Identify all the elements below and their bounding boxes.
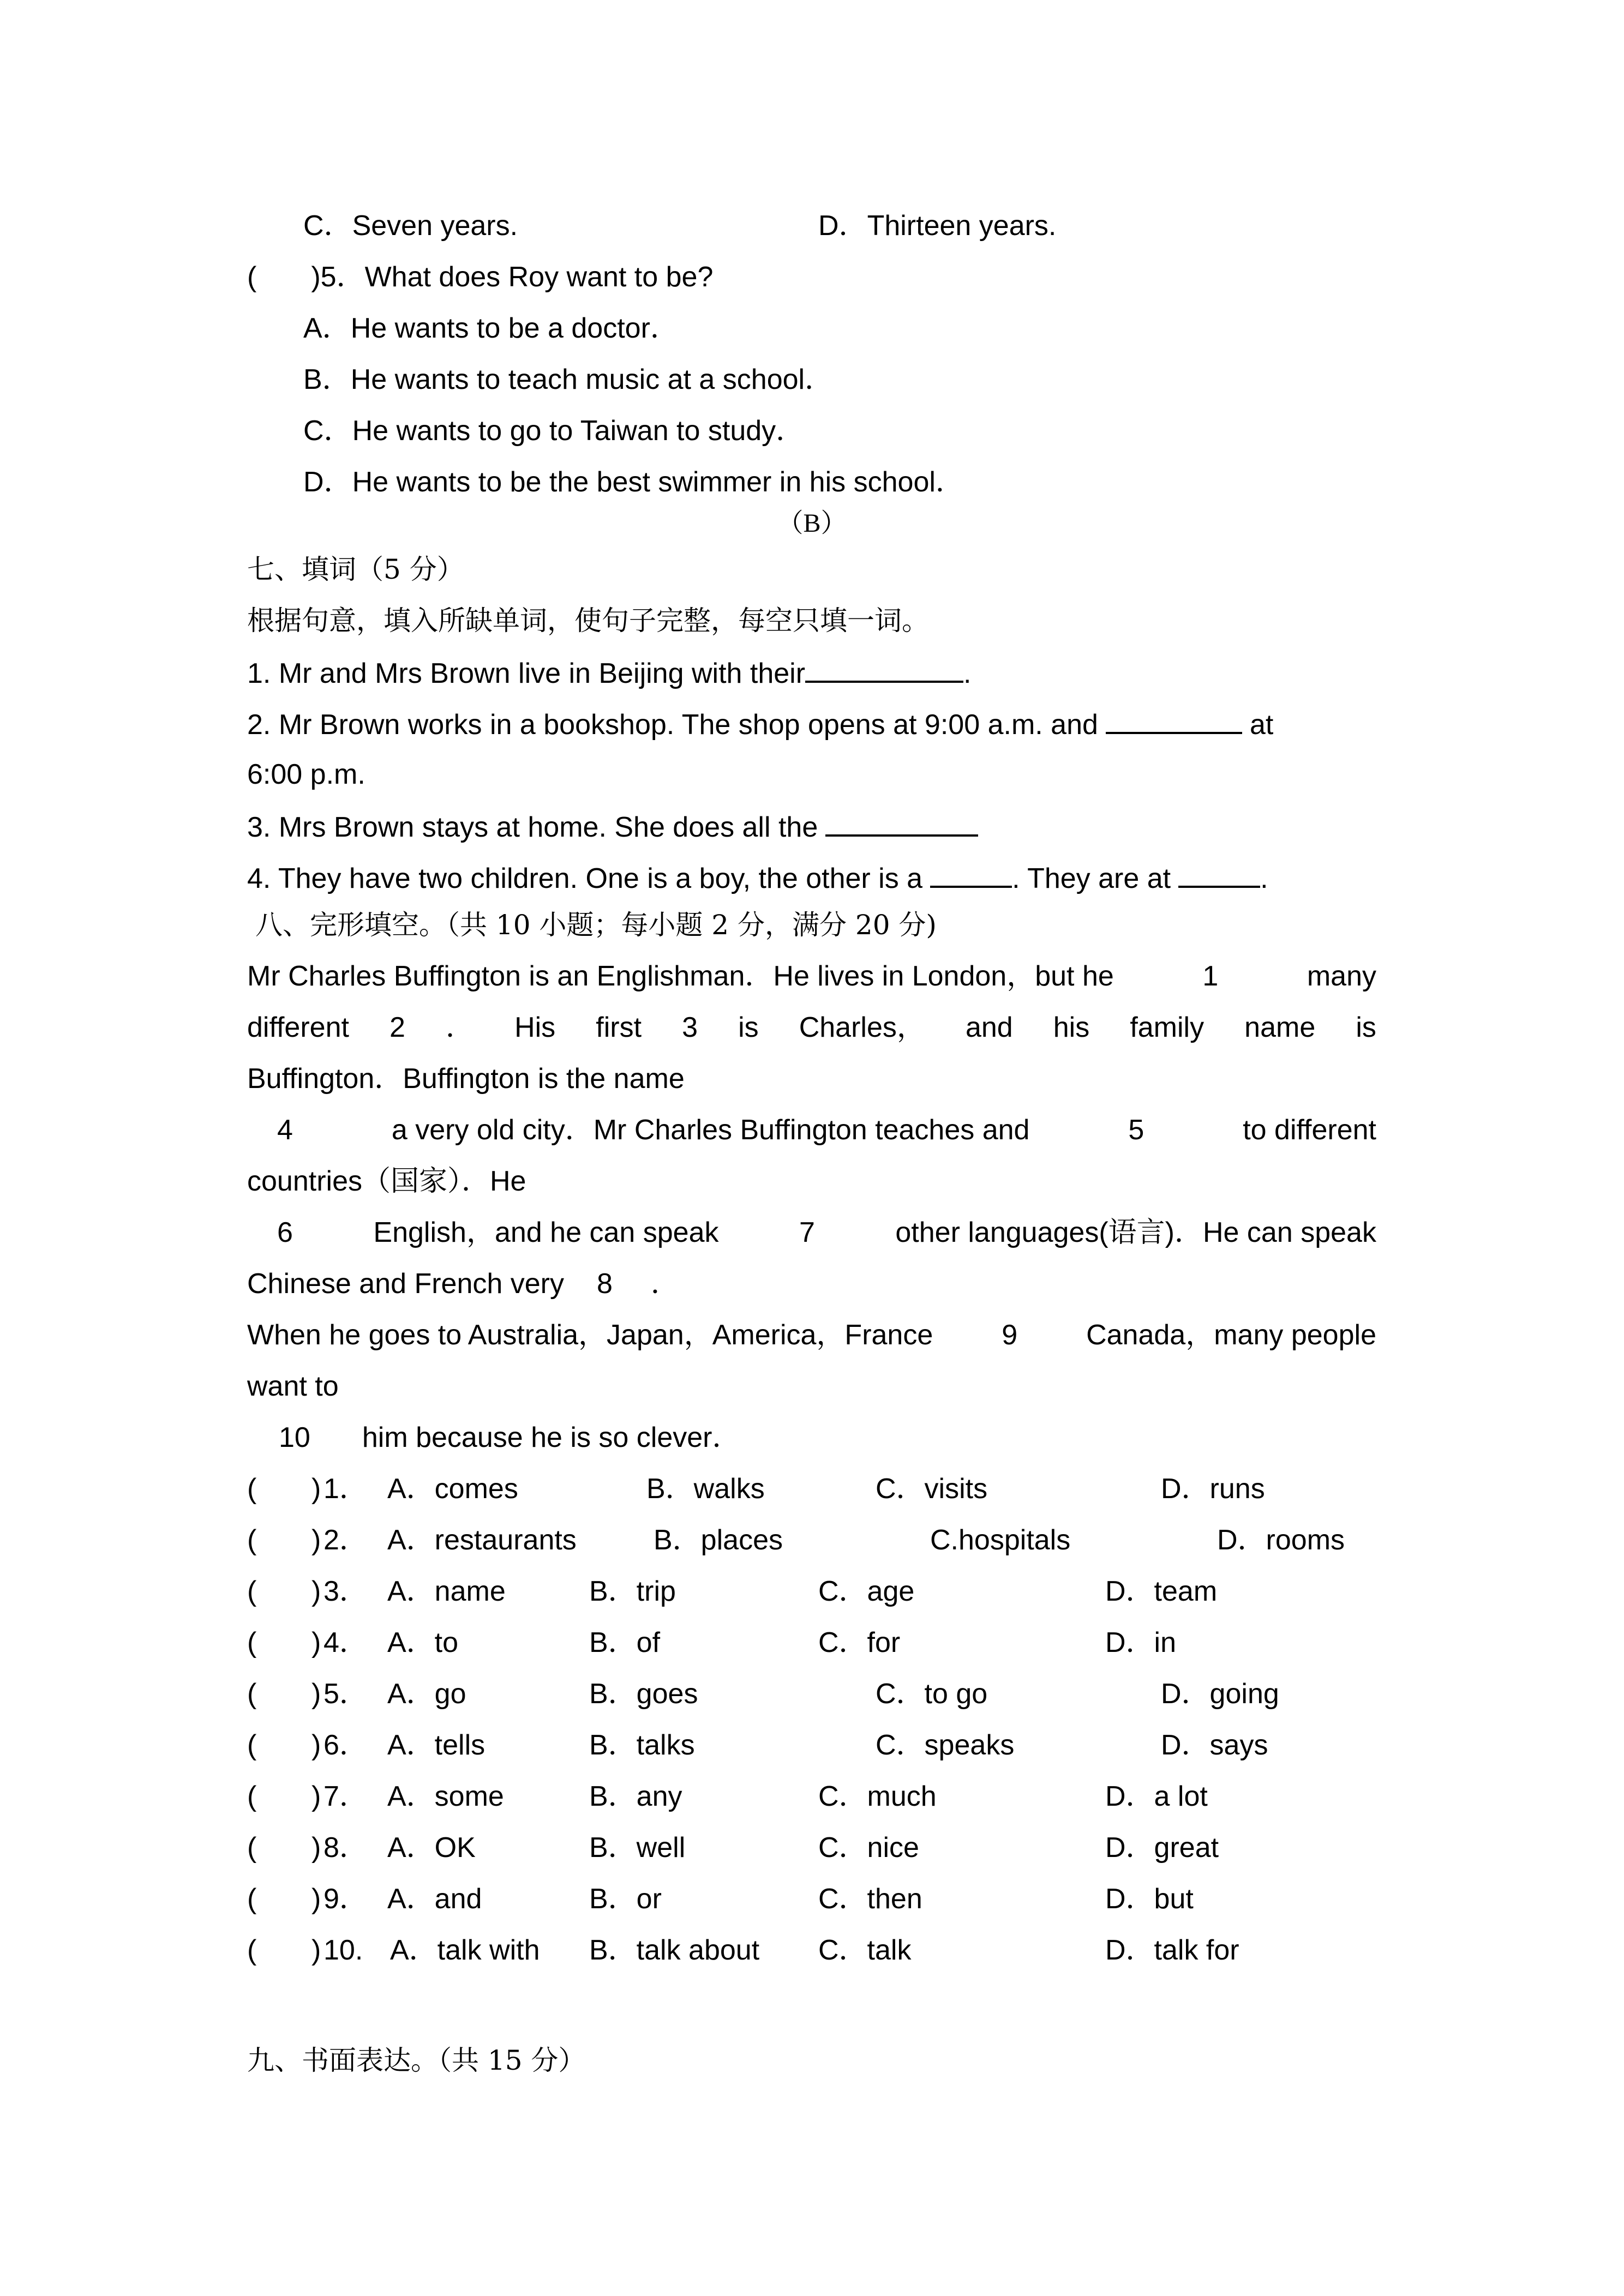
option-letter: D． bbox=[303, 466, 352, 498]
passage-text: When he goes to Australia，Japan，America，France bbox=[247, 1319, 933, 1351]
option-a[interactable]: A．tells bbox=[387, 1729, 486, 1761]
question-number: 7． bbox=[323, 1781, 368, 1812]
option-d[interactable]: D．rooms bbox=[1217, 1524, 1345, 1556]
question-number: 3． bbox=[323, 1576, 368, 1607]
passage-line-7 bbox=[247, 1266, 679, 1301]
option-d[interactable]: D．in bbox=[1105, 1627, 1177, 1658]
option-text: He wants to go to Taiwan to study． bbox=[352, 415, 805, 447]
option-text: He wants to be a doctor． bbox=[350, 312, 679, 344]
passage-line-3: Buffington．Buffington is the name bbox=[247, 1063, 685, 1095]
cloze-question-row bbox=[247, 1933, 1393, 1968]
passage-text: His bbox=[514, 1012, 556, 1043]
cloze-question-row bbox=[247, 1882, 1393, 1916]
answer-blank[interactable]: ( bbox=[247, 1729, 257, 1761]
item-text-end: at bbox=[1249, 709, 1274, 741]
passage-line-1 bbox=[247, 959, 1376, 994]
option-d[interactable]: D．but bbox=[1105, 1883, 1194, 1915]
passage-text: other languages(语言)．He can speak bbox=[895, 1217, 1376, 1248]
answer-blank[interactable]: ( bbox=[247, 1576, 257, 1607]
passage-blank-number: 4 bbox=[277, 1114, 293, 1146]
option-d[interactable]: D．team bbox=[1105, 1576, 1218, 1607]
passage-text: English，and he can speak bbox=[373, 1217, 719, 1248]
fill-item-2-continued: 6:00 p.m. bbox=[247, 759, 365, 790]
option-d-prev bbox=[818, 208, 1056, 243]
q5-option-c bbox=[303, 413, 804, 448]
answer-blank[interactable]: ( bbox=[247, 1524, 257, 1556]
option-letter: A． bbox=[303, 312, 351, 344]
cloze-question-row bbox=[247, 1779, 1393, 1814]
answer-blank[interactable]: ( bbox=[247, 1883, 257, 1915]
item-text: 3. Mrs Brown stays at home. She does all the bbox=[247, 812, 818, 843]
answer-blank[interactable]: ( bbox=[247, 1627, 257, 1658]
passage-text: ． bbox=[650, 1268, 679, 1300]
fill-blank[interactable] bbox=[930, 860, 1012, 888]
cloze-question-row bbox=[247, 1728, 1393, 1763]
passage-blank-number: 6 bbox=[277, 1217, 293, 1248]
q5-option-d bbox=[303, 465, 964, 500]
option-letter: C． bbox=[303, 210, 352, 242]
answer-blank[interactable]: ( bbox=[247, 1934, 257, 1966]
question-number: 6． bbox=[323, 1729, 368, 1761]
option-letter: C． bbox=[303, 415, 352, 447]
passage-text: Canada，many people bbox=[1086, 1319, 1376, 1351]
q5-option-a bbox=[303, 311, 679, 346]
fill-blank[interactable] bbox=[1106, 706, 1242, 734]
option-d[interactable]: D．going bbox=[1161, 1678, 1279, 1710]
question-number: 5． bbox=[320, 261, 365, 293]
answer-mark: （B） bbox=[777, 509, 847, 538]
passage-text: different bbox=[247, 1012, 349, 1043]
option-a[interactable]: A．some bbox=[387, 1781, 504, 1812]
question-number: 8． bbox=[323, 1832, 368, 1864]
question-number: 2． bbox=[323, 1524, 368, 1556]
section-7-title: 七、填词（5 分） bbox=[247, 554, 464, 585]
answer-blank-close: ) bbox=[311, 1832, 321, 1864]
item-text-mid: . They are at bbox=[1012, 863, 1171, 894]
question-5 bbox=[247, 260, 713, 294]
answer-blank-open[interactable]: ( bbox=[247, 261, 257, 293]
option-letter: B． bbox=[303, 364, 351, 395]
passage-blank-number: 10 bbox=[279, 1422, 310, 1453]
question-number: 10. bbox=[323, 1934, 363, 1966]
item-text-end: . bbox=[963, 658, 972, 689]
passage-text: is bbox=[1356, 1012, 1376, 1043]
answer-blank-close: ) bbox=[311, 1729, 321, 1761]
item-text-end: . bbox=[1260, 863, 1268, 894]
option-letter: D． bbox=[818, 210, 867, 242]
answer-blank-close: ) bbox=[311, 1473, 321, 1505]
answer-blank-close: ) bbox=[311, 1678, 321, 1710]
passage-text: Mr Charles Buffington is an Englishman．He lives in London，but he bbox=[247, 960, 1114, 992]
answer-blank[interactable]: ( bbox=[247, 1832, 257, 1864]
passage-blank-number: 7 bbox=[799, 1217, 815, 1248]
option-b[interactable]: B．goes bbox=[589, 1678, 698, 1710]
option-b[interactable]: B．of bbox=[589, 1627, 661, 1658]
fill-item-3 bbox=[247, 808, 978, 843]
option-text: He wants to teach music at a school． bbox=[350, 364, 834, 395]
answer-blank-close: ) bbox=[311, 1627, 321, 1658]
option-a[interactable]: A．go bbox=[387, 1678, 466, 1710]
option-text: He wants to be the best swimmer in his school． bbox=[352, 466, 964, 498]
option-c[interactable]: C.hospitals bbox=[930, 1524, 1071, 1556]
option-c[interactable]: C．much bbox=[818, 1781, 937, 1812]
option-b[interactable]: B．talk about bbox=[589, 1934, 760, 1966]
question-number: 5． bbox=[323, 1678, 368, 1710]
option-b[interactable]: B．walks bbox=[646, 1473, 765, 1505]
question-number: 4． bbox=[323, 1627, 368, 1658]
option-b[interactable]: B．places bbox=[654, 1524, 783, 1556]
option-c[interactable]: C．visits bbox=[876, 1473, 988, 1505]
option-b[interactable]: B．well bbox=[589, 1832, 686, 1864]
option-a[interactable]: A．and bbox=[387, 1883, 482, 1915]
fill-blank[interactable] bbox=[805, 654, 963, 683]
passage-blank-number: 2 bbox=[389, 1012, 405, 1043]
option-text: Seven years. bbox=[352, 210, 518, 242]
passage-line-9: want to bbox=[247, 1371, 339, 1402]
question-number: 1． bbox=[323, 1473, 368, 1505]
option-c[interactable]: C．for bbox=[818, 1627, 901, 1658]
cloze-question-row bbox=[247, 1471, 1393, 1506]
option-c[interactable]: C．speaks bbox=[876, 1729, 1015, 1761]
passage-blank-number: 8 bbox=[596, 1268, 613, 1300]
fill-item-2 bbox=[247, 706, 1273, 741]
item-text: 1. Mr and Mrs Brown live in Beijing with their bbox=[247, 658, 806, 689]
option-d[interactable]: D．talk for bbox=[1105, 1934, 1239, 1966]
question-text: What does Roy want to be? bbox=[364, 261, 714, 293]
item-text: 4. They have two children. One is a boy, the other is a bbox=[247, 863, 923, 894]
option-c[interactable]: C．to go bbox=[876, 1678, 988, 1710]
question-number: 9． bbox=[323, 1883, 368, 1915]
section-8-title: 八、完形填空。（共 10 小题；每小题 2 分，满分 20 分) bbox=[255, 909, 937, 941]
option-b[interactable]: B．any bbox=[589, 1781, 682, 1812]
fill-item-1 bbox=[247, 654, 972, 689]
answer-blank-close: ) bbox=[311, 1934, 321, 1966]
answer-blank-close: ) bbox=[311, 1781, 321, 1812]
passage-blank-number: 3 bbox=[682, 1012, 698, 1043]
option-c-prev bbox=[303, 208, 518, 243]
option-c[interactable]: C．nice bbox=[818, 1832, 919, 1864]
passage-text: Chinese and French very bbox=[247, 1268, 564, 1300]
option-a[interactable]: A．comes bbox=[387, 1473, 518, 1505]
option-d[interactable]: D．great bbox=[1105, 1832, 1219, 1864]
cloze-question-row bbox=[247, 1625, 1393, 1660]
option-d[interactable]: D．a lot bbox=[1105, 1781, 1208, 1812]
answer-blank[interactable]: ( bbox=[247, 1781, 257, 1812]
passage-text: many bbox=[1307, 960, 1376, 992]
fill-blank[interactable] bbox=[1178, 860, 1260, 888]
section-7-instruction: 根据句意，填入所缺单词，使句子完整，每空只填一词。 bbox=[247, 605, 929, 636]
passage-text: family bbox=[1130, 1012, 1204, 1043]
passage-text: name bbox=[1244, 1012, 1316, 1043]
option-a[interactable]: A．name bbox=[387, 1576, 506, 1607]
answer-blank-close: ) bbox=[311, 1883, 321, 1915]
passage-text: and bbox=[965, 1012, 1013, 1043]
option-c[interactable]: C．talk bbox=[818, 1934, 912, 1966]
passage-line-8 bbox=[247, 1318, 1376, 1353]
option-d[interactable]: D．runs bbox=[1161, 1473, 1265, 1505]
answer-blank-close: ) bbox=[311, 1576, 321, 1607]
passage-text: is bbox=[738, 1012, 759, 1043]
option-b[interactable]: B．talks bbox=[589, 1729, 695, 1761]
cloze-question-row bbox=[247, 1830, 1393, 1865]
fill-item-4 bbox=[247, 860, 1268, 894]
passage-text: him because he is so clever． bbox=[362, 1422, 741, 1453]
passage-text: Charles， bbox=[799, 1012, 925, 1043]
option-a[interactable]: A．talk with bbox=[390, 1934, 540, 1966]
option-c[interactable]: C．age bbox=[818, 1576, 915, 1607]
passage-line-6 bbox=[247, 1215, 1376, 1250]
option-a[interactable]: A．OK bbox=[387, 1832, 476, 1864]
item-text: 2. Mr Brown works in a bookshop. The shop opens at 9:00 a.m. and bbox=[247, 709, 1098, 741]
q5-option-b bbox=[303, 362, 833, 397]
answer-blank-close: ) bbox=[311, 1524, 321, 1556]
passage-text: first bbox=[596, 1012, 642, 1043]
passage-line-10 bbox=[247, 1420, 741, 1455]
passage-text: his bbox=[1053, 1012, 1090, 1043]
passage-text: to different bbox=[1243, 1114, 1376, 1146]
passage-text: a very old city．Mr Charles Buffington teaches and bbox=[391, 1114, 1030, 1146]
option-text: Thirteen years. bbox=[867, 210, 1057, 242]
passage-line-5: countries（国家）．He bbox=[247, 1165, 526, 1197]
section-9-title: 九、书面表达。（共 15 分） bbox=[247, 2045, 586, 2076]
option-b[interactable]: B．or bbox=[589, 1883, 662, 1915]
answer-blank[interactable]: ( bbox=[247, 1678, 257, 1710]
passage-blank-number: 5 bbox=[1128, 1114, 1144, 1146]
answer-blank[interactable]: ( bbox=[247, 1473, 257, 1505]
option-d[interactable]: D．says bbox=[1161, 1729, 1268, 1761]
option-b[interactable]: B．trip bbox=[589, 1576, 676, 1607]
cloze-question-row bbox=[247, 1574, 1393, 1609]
option-c[interactable]: C．then bbox=[818, 1883, 922, 1915]
passage-line-4 bbox=[247, 1113, 1376, 1147]
passage-text: ． bbox=[446, 1012, 475, 1043]
option-a[interactable]: A．to bbox=[387, 1627, 459, 1658]
answer-blank-close: ) bbox=[311, 261, 321, 293]
passage-blank-number: 9 bbox=[1002, 1319, 1018, 1351]
passage-line-2 bbox=[247, 1010, 1376, 1045]
cloze-question-row bbox=[247, 1523, 1393, 1558]
fill-blank[interactable] bbox=[825, 808, 978, 837]
option-a[interactable]: A．restaurants bbox=[387, 1524, 577, 1556]
passage-blank-number: 1 bbox=[1202, 960, 1219, 992]
cloze-question-row bbox=[247, 1676, 1393, 1711]
